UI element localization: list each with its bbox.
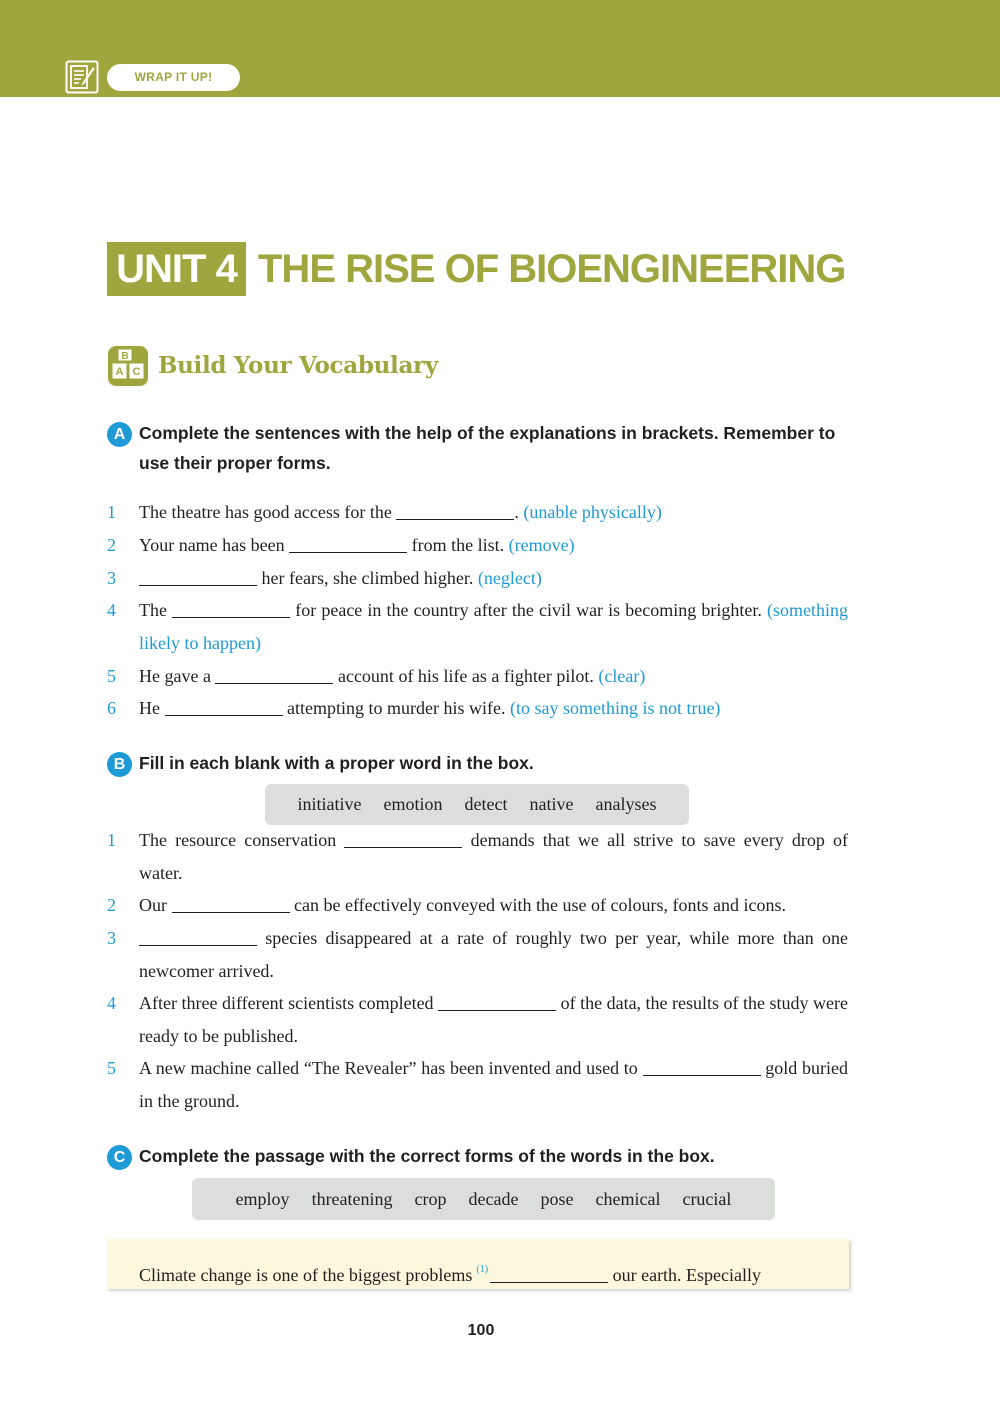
item-hint: (remove) xyxy=(508,535,575,555)
item-number: 4 xyxy=(107,993,116,1013)
part-a-instruction: Complete the sentences with the help of the explanations in brackets. Remember to use their proper forms. xyxy=(139,423,836,473)
part-c-word-box xyxy=(192,1178,775,1220)
wrap-it-up-tag: WRAP IT UP! xyxy=(107,64,240,91)
item-text: The xyxy=(139,600,167,620)
answer-blank[interactable] xyxy=(289,532,407,553)
item-number: 4 xyxy=(107,600,116,620)
item-text: for peace in the country after the civil war is becoming brighter. xyxy=(295,600,762,620)
section-title: Build Your Vocabulary xyxy=(158,352,438,379)
word-box-item: employ xyxy=(235,1188,290,1209)
item-text: Our xyxy=(139,895,167,915)
unit-title: THE RISE OF BIOENGINEERING xyxy=(258,247,846,291)
word-box-item: emotion xyxy=(383,794,443,814)
item-number: 2 xyxy=(107,535,116,555)
part-b-instruction: Fill in each blank with a proper word in the box. xyxy=(139,753,534,773)
answer-blank[interactable] xyxy=(215,663,333,684)
answer-blank[interactable] xyxy=(643,1055,761,1076)
abc-blocks-icon xyxy=(107,345,149,387)
item-text: from the list. xyxy=(411,535,505,555)
item-text: A new machine called “The Revealer” has been invented and used to xyxy=(139,1058,638,1078)
item-hint: (neglect) xyxy=(477,568,542,588)
answer-blank[interactable] xyxy=(172,892,290,913)
word-box-item: analyses xyxy=(595,794,657,814)
item-hint: (clear) xyxy=(598,666,646,686)
item-text: demands that we all strive to save every drop of water. xyxy=(139,830,849,883)
svg-text:C: C xyxy=(132,366,141,378)
word-box-item: crop xyxy=(414,1188,447,1209)
blank-marker: (1) xyxy=(476,1264,489,1275)
item-text: of the data, the results of the study were ready to be published. xyxy=(139,993,849,1046)
item-text: The theatre has good access for the xyxy=(139,502,392,522)
item-number: 3 xyxy=(107,928,116,948)
item-text: species disappeared at a rate of roughly two per year, while more than one newcomer arrived. xyxy=(139,928,848,981)
word-box-item: chemical xyxy=(595,1188,661,1209)
answer-blank[interactable] xyxy=(165,695,283,716)
word-box-item: crucial xyxy=(682,1188,732,1209)
answer-blank[interactable] xyxy=(490,1262,608,1283)
unit-badge: UNIT 4 xyxy=(107,242,246,296)
answer-blank[interactable] xyxy=(438,990,556,1011)
word-box-item: native xyxy=(529,794,574,814)
part-a-badge: A xyxy=(107,422,132,447)
answer-blank[interactable] xyxy=(139,925,257,946)
item-number: 2 xyxy=(107,895,116,915)
word-box-item: pose xyxy=(540,1188,574,1209)
item-text: her fears, she climbed higher. xyxy=(261,568,474,588)
item-hint: (unable physically) xyxy=(523,502,662,522)
item-number: 5 xyxy=(107,1058,116,1078)
notebook-pencil-icon xyxy=(65,60,99,94)
item-number: 6 xyxy=(107,698,116,718)
answer-blank[interactable] xyxy=(139,565,257,586)
passage-text-before: Climate change is one of the biggest problems xyxy=(139,1265,473,1285)
svg-text:B: B xyxy=(121,351,129,362)
item-text: The resource conservation xyxy=(139,830,337,850)
item-text: gold buried in the ground. xyxy=(139,1058,848,1111)
item-text: attempting to murder his wife. xyxy=(287,698,506,718)
answer-blank[interactable] xyxy=(172,597,290,618)
word-box-item: threatening xyxy=(311,1188,393,1209)
page-number-wrap xyxy=(0,1322,1000,1340)
answer-blank[interactable] xyxy=(396,499,514,520)
item-number: 1 xyxy=(107,830,116,850)
passage-text-after: our earth. Especially xyxy=(612,1265,762,1285)
item-text: . xyxy=(514,502,519,522)
item-hint: (to say something is not true) xyxy=(509,698,721,718)
item-text: After three different scientists completed xyxy=(139,993,434,1013)
word-box-item: decade xyxy=(468,1188,519,1209)
word-box-item: initiative xyxy=(297,794,362,814)
answer-blank[interactable] xyxy=(344,827,462,848)
item-number: 3 xyxy=(107,568,116,588)
page-number: 100 xyxy=(467,1322,495,1339)
item-text: account of his life as a fighter pilot. xyxy=(337,666,594,686)
part-b-badge: B xyxy=(107,752,132,777)
word-box-item: detect xyxy=(464,794,508,814)
part-c-instruction: Complete the passage with the correct forms of the words in the box. xyxy=(139,1146,715,1166)
item-hint: (something likely to happen) xyxy=(139,600,849,653)
svg-text:A: A xyxy=(115,366,124,378)
item-text: He gave a xyxy=(139,666,211,686)
item-text: can be effectively conveyed with the use of colours, fonts and icons. xyxy=(294,895,787,915)
item-number: 5 xyxy=(107,666,116,686)
part-b-word-box xyxy=(265,784,689,825)
item-text: He xyxy=(139,698,160,718)
item-number: 1 xyxy=(107,502,116,522)
item-text: Your name has been xyxy=(139,535,285,555)
part-c-badge: C xyxy=(107,1145,132,1170)
passage-text xyxy=(139,1253,848,1292)
